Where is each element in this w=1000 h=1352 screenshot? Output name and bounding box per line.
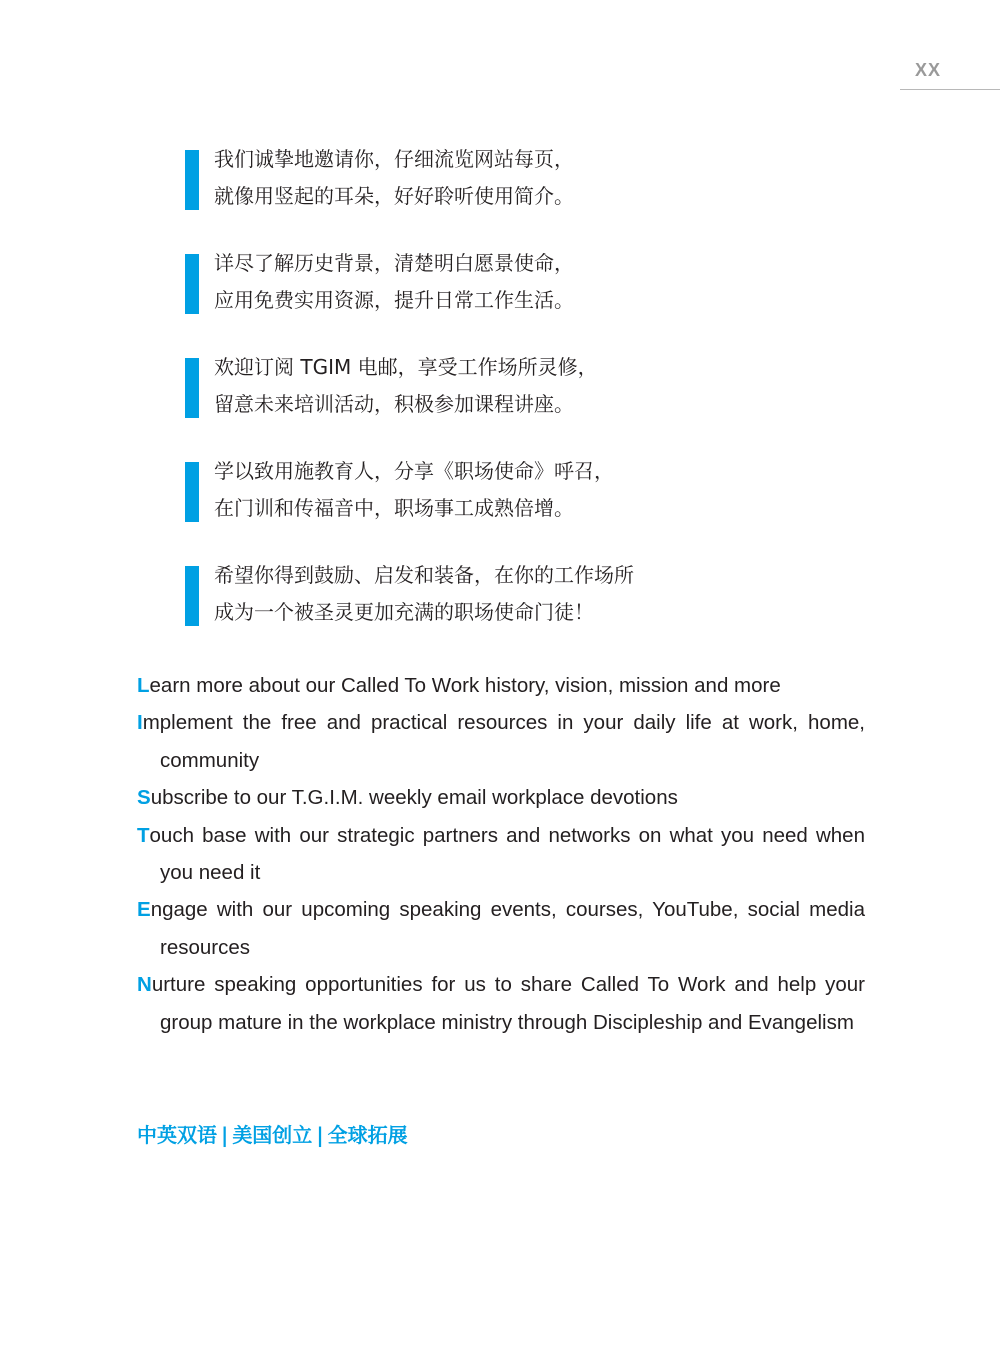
stanza [185,452,745,556]
tagline-part: 美国创立 [232,1123,313,1147]
stanza-line: 欢迎订阅 TGIM 电邮，享受工作场所灵修， [214,355,598,379]
list-item [137,779,865,816]
list-item [137,891,865,966]
stanza [185,244,745,348]
tagline-separator: | [316,1123,324,1147]
list-item [137,966,865,1041]
listen-acrostic-list [137,667,865,1041]
stanza-accent-bar [185,566,199,626]
list-item-initial: L [137,674,150,697]
stanza-line: 在门训和传福音中，职场事工成熟倍增。 [214,496,574,520]
list-item-text: urture speaking opportunities for us to share Called To Work and help your group mature in the workplace ministry through Discipleship and Evangelism [151,973,865,1034]
stanza-line: 我们诚挚地邀请你，仔细流览网站每页， [214,147,574,171]
list-item-initial: N [137,973,152,997]
list-item-text: ouch base with our strategic partners and networks on what you need when you need it [149,823,865,885]
stanza [185,348,745,452]
stanza-line: 留意未来培训活动，积极参加课程讲座。 [214,392,574,416]
list-item-initial: T [137,823,150,847]
page-number: XX [914,60,941,80]
stanza-accent-bar [185,462,199,522]
tagline-part: 全球拓展 [327,1123,408,1147]
list-item-initial: I [137,711,143,735]
stanza [185,140,745,244]
list-item-text: earn more about our Called To Work history, vision, mission and more [149,674,781,697]
list-item-text: ngage with our upcoming speaking events, courses, YouTube, social media resources [150,898,865,959]
chinese-stanzas [185,140,745,660]
stanza [185,556,745,660]
page-number-rule [900,89,1000,90]
list-item-text: mplement the free and practical resources in your daily life at work, home, community [142,711,865,772]
tagline-separator: | [221,1123,229,1147]
stanza-accent-bar [185,254,199,314]
list-item-initial: S [137,786,151,810]
stanza-line: 学以致用施教育人，分享《职场使命》呼召， [214,459,614,483]
stanza-line: 应用免费实用资源，提升日常工作生活。 [214,288,574,312]
stanza-line: 详尽了解历史背景，清楚明白愿景使命， [214,251,574,275]
tagline-part: 中英双语 [137,1123,217,1147]
stanza-line: 就像用竖起的耳朵，好好聆听使用简介。 [214,184,574,208]
list-item-initial: E [137,898,151,922]
stanza-accent-bar [185,150,199,210]
list-item [137,667,865,704]
list-item [137,704,865,779]
list-item-text: ubscribe to our T.G.I.M. weekly email workplace devotions [150,786,678,810]
list-item [137,817,865,892]
stanza-accent-bar [185,358,199,418]
stanza-line: 希望你得到鼓励、启发和装备，在你的工作场所 [214,563,634,587]
tagline [137,1120,408,1150]
stanza-line: 成为一个被圣灵更加充满的职场使命门徒！ [214,600,594,624]
